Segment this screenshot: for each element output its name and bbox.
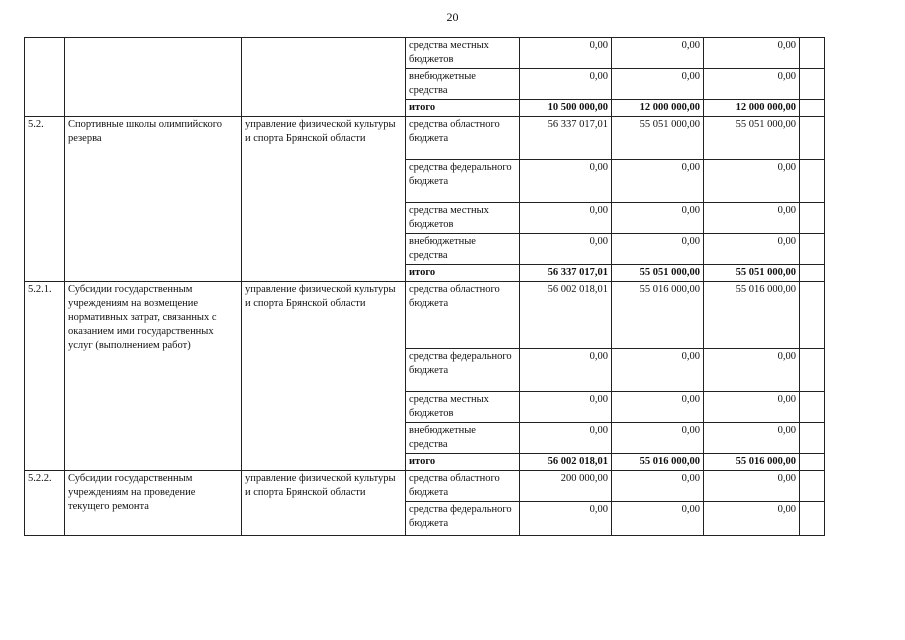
value-cell: 0,00 — [520, 203, 612, 234]
item-name-cell: Субсидии государственным учреждениям на возмещение нормативных затрат, связанных с оказанием ими государственных услуг (выполнением работ) — [65, 282, 242, 471]
value-cell: 0,00 — [612, 423, 704, 454]
value-cell: 0,00 — [520, 349, 612, 392]
empty-cell — [800, 282, 825, 349]
funding-source-cell: итого — [406, 454, 520, 471]
funding-source-cell: средства областного бюджета — [406, 471, 520, 502]
value-cell: 55 051 000,00 — [704, 265, 800, 282]
value-cell: 12 000 000,00 — [704, 100, 800, 117]
funding-source-cell: внебюджетные средства — [406, 69, 520, 100]
value-cell: 0,00 — [520, 423, 612, 454]
funding-source-cell: средства областного бюджета — [406, 117, 520, 160]
value-cell: 56 337 017,01 — [520, 265, 612, 282]
value-cell: 55 051 000,00 — [612, 117, 704, 160]
value-cell: 0,00 — [612, 349, 704, 392]
funding-source-cell: итого — [406, 100, 520, 117]
empty-cell — [800, 265, 825, 282]
value-cell: 56 002 018,01 — [520, 454, 612, 471]
value-cell: 0,00 — [704, 203, 800, 234]
item-name-cell: Спортивные школы олимпийского резерва — [65, 117, 242, 282]
value-cell: 0,00 — [520, 160, 612, 203]
funding-source-cell: внебюджетные средства — [406, 423, 520, 454]
empty-cell — [800, 502, 825, 536]
row-number-cell: 5.2. — [25, 117, 65, 282]
value-cell: 0,00 — [612, 69, 704, 100]
value-cell: 0,00 — [612, 38, 704, 69]
value-cell: 55 016 000,00 — [612, 282, 704, 349]
empty-cell — [800, 69, 825, 100]
organization-cell: управление физической культуры и спорта Брянской области — [242, 282, 406, 471]
value-cell: 0,00 — [704, 502, 800, 536]
table-row — [25, 471, 825, 502]
empty-cell — [800, 203, 825, 234]
value-cell: 55 016 000,00 — [612, 454, 704, 471]
empty-cell — [800, 471, 825, 502]
value-cell: 200 000,00 — [520, 471, 612, 502]
empty-cell — [800, 234, 825, 265]
funding-source-cell: средства федерального бюджета — [406, 502, 520, 536]
organization-cell — [242, 38, 406, 117]
value-cell: 0,00 — [520, 38, 612, 69]
empty-cell — [800, 160, 825, 203]
table-row — [25, 117, 825, 160]
funding-source-cell: средства федерального бюджета — [406, 160, 520, 203]
value-cell: 0,00 — [704, 69, 800, 100]
value-cell: 0,00 — [612, 502, 704, 536]
item-name-cell — [65, 38, 242, 117]
empty-cell — [800, 454, 825, 471]
empty-cell — [800, 423, 825, 454]
value-cell: 0,00 — [520, 234, 612, 265]
value-cell: 0,00 — [704, 392, 800, 423]
value-cell: 55 051 000,00 — [704, 117, 800, 160]
organization-cell: управление физической культуры и спорта Брянской области — [242, 471, 406, 536]
funding-source-cell: средства местных бюджетов — [406, 392, 520, 423]
empty-cell — [800, 349, 825, 392]
page-number: 20 — [446, 10, 459, 24]
item-name-cell: Субсидии государственным учреждениям на проведение текущего ремонта — [65, 471, 242, 536]
value-cell: 0,00 — [520, 392, 612, 423]
row-number-cell — [25, 38, 65, 117]
row-number-cell: 5.2.2. — [25, 471, 65, 536]
table-row — [25, 38, 825, 69]
value-cell: 56 002 018,01 — [520, 282, 612, 349]
empty-cell — [800, 38, 825, 69]
funding-source-cell: внебюджетные средства — [406, 234, 520, 265]
funding-source-cell: средства областного бюджета — [406, 282, 520, 349]
value-cell: 55 016 000,00 — [704, 454, 800, 471]
funding-source-cell: средства федерального бюджета — [406, 349, 520, 392]
value-cell: 12 000 000,00 — [612, 100, 704, 117]
value-cell: 56 337 017,01 — [520, 117, 612, 160]
funding-source-cell: средства местных бюджетов — [406, 38, 520, 69]
empty-cell — [800, 100, 825, 117]
value-cell: 55 051 000,00 — [612, 265, 704, 282]
value-cell: 0,00 — [704, 349, 800, 392]
value-cell: 10 500 000,00 — [520, 100, 612, 117]
funding-source-cell: средства местных бюджетов — [406, 203, 520, 234]
value-cell: 0,00 — [520, 69, 612, 100]
value-cell: 0,00 — [612, 471, 704, 502]
value-cell: 0,00 — [520, 502, 612, 536]
table-row — [25, 282, 825, 349]
empty-cell — [800, 117, 825, 160]
value-cell: 0,00 — [704, 234, 800, 265]
budget-table — [24, 37, 825, 536]
value-cell: 0,00 — [704, 471, 800, 502]
empty-cell — [800, 392, 825, 423]
value-cell: 0,00 — [704, 38, 800, 69]
value-cell: 0,00 — [612, 392, 704, 423]
value-cell: 0,00 — [612, 234, 704, 265]
organization-cell: управление физической культуры и спорта Брянской области — [242, 117, 406, 282]
value-cell: 0,00 — [704, 423, 800, 454]
value-cell: 0,00 — [704, 160, 800, 203]
value-cell: 55 016 000,00 — [704, 282, 800, 349]
value-cell: 0,00 — [612, 160, 704, 203]
row-number-cell: 5.2.1. — [25, 282, 65, 471]
funding-source-cell: итого — [406, 265, 520, 282]
value-cell: 0,00 — [612, 203, 704, 234]
